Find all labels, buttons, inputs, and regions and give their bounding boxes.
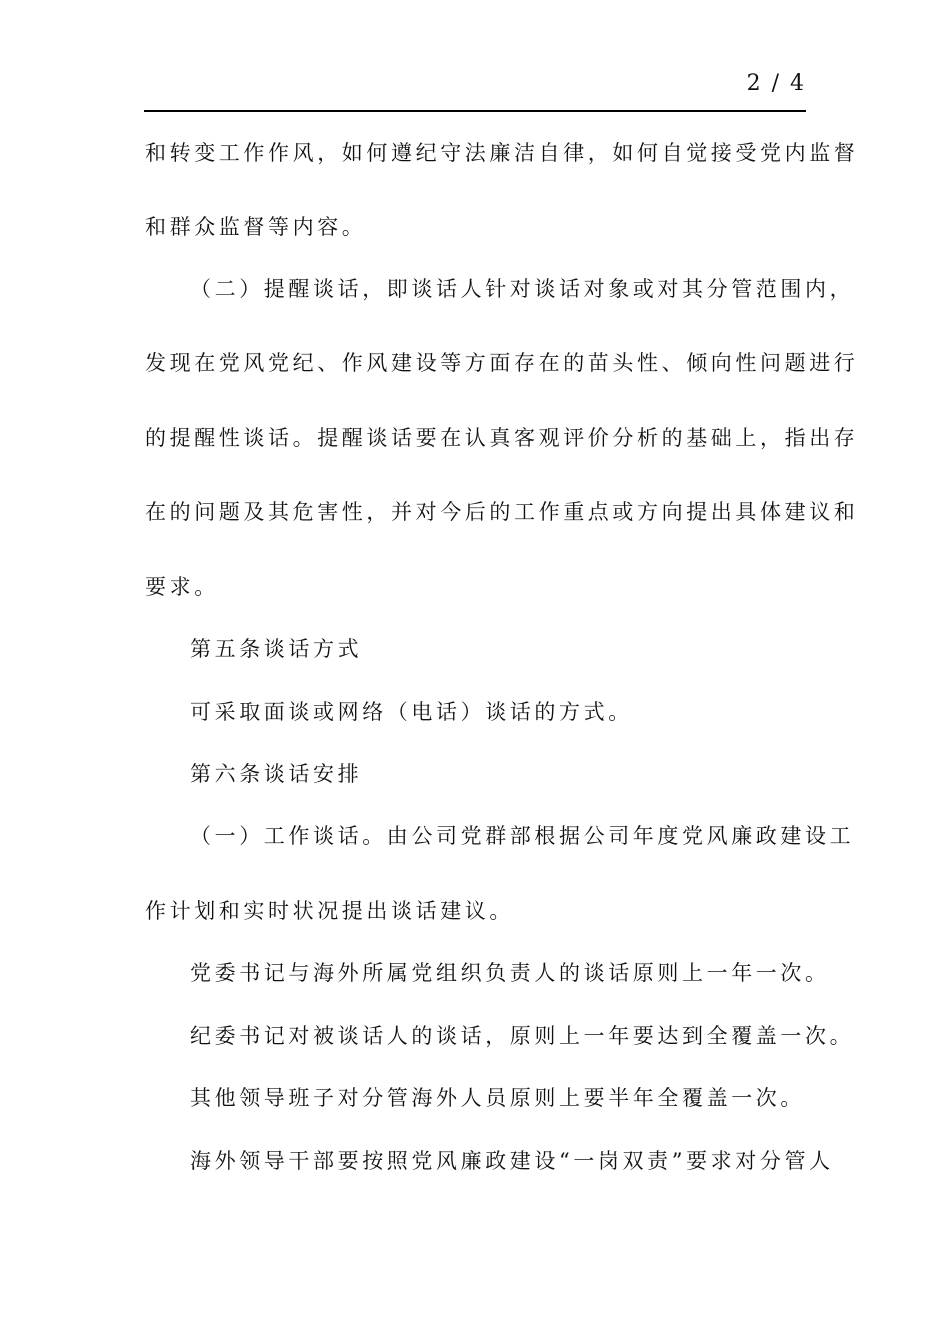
header-divider — [144, 110, 806, 112]
body-line: 要求。 — [145, 575, 219, 599]
body-line: 纪委书记对被谈话人的谈话，原则上一年要达到全覆盖一次。 — [190, 1024, 855, 1048]
body-line: 可采取面谈或网络（电话）谈话的方式。 — [190, 700, 633, 724]
body-line: 发现在党风党纪、作风建设等方面存在的苗头性、倾向性问题进行 — [145, 351, 859, 375]
body-line: 和转变工作作风，如何遵纪守法廉洁自律，如何自觉接受党内监督 — [145, 141, 859, 165]
body-line: 作计划和实时状况提出谈话建议。 — [145, 899, 514, 923]
section-heading: 第五条谈话方式 — [190, 637, 363, 661]
body-line: 党委书记与海外所属党组织负责人的谈话原则上一年一次。 — [190, 961, 830, 985]
section-heading: 第六条谈话安排 — [190, 762, 363, 786]
page-number: 2 / 4 — [746, 71, 806, 96]
body-line: 在的问题及其危害性，并对今后的工作重点或方向提出具体建议和 — [145, 500, 859, 524]
body-line: 和群众监督等内容。 — [145, 215, 367, 239]
body-line: 海外领导干部要按照党风廉政建设“一岗双责”要求对分管人 — [190, 1149, 834, 1173]
body-line: 的提醒性谈话。提醒谈话要在认真客观评价分析的基础上，指出存 — [145, 426, 859, 450]
body-line: 其他领导班子对分管海外人员原则上要半年全覆盖一次。 — [190, 1086, 805, 1110]
body-line: （一）工作谈话。由公司党群部根据公司年度党风廉政建设工 — [190, 824, 855, 848]
body-line: （二）提醒谈话，即谈话人针对谈话对象或对其分管范围内， — [190, 277, 855, 301]
